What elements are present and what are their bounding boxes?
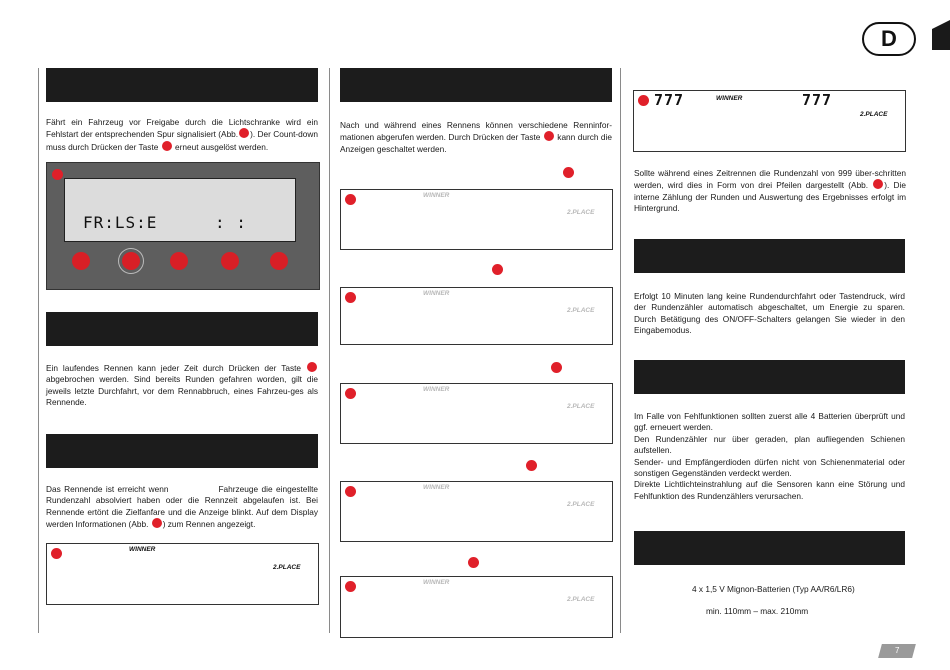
col2-right-rule xyxy=(620,68,621,633)
place-label: 2.PLACE xyxy=(567,596,595,603)
info-display-3 xyxy=(340,383,613,444)
figure-marker xyxy=(345,292,356,303)
arrow-indicators-left: 777 xyxy=(654,91,685,109)
device-button-2-active[interactable] xyxy=(122,252,140,270)
figure-ref-dot xyxy=(239,128,249,138)
info-display-5 xyxy=(340,576,613,638)
figure-marker xyxy=(638,95,649,106)
step-marker-3 xyxy=(551,362,562,373)
place-label: 2.PLACE xyxy=(567,307,595,314)
winner-label: WINNER xyxy=(423,290,450,297)
place-label: 2.PLACE xyxy=(567,501,595,508)
key-dot xyxy=(162,141,172,151)
winner-label: WINNER xyxy=(423,579,450,586)
figure-marker xyxy=(345,194,356,205)
step-marker-1 xyxy=(563,167,574,178)
winner-label: WINNER xyxy=(716,95,743,102)
info-display-2 xyxy=(340,287,613,345)
col1-paragraph-3: Das Rennende ist erreicht wenn Fahrzeuge die eingestellte Rundenzahl absolviert haben oder die Rennzeit abgelaufen ist. Bei Rennende ertönt die Zielfanfare und die Anzeige blinkt. Auf dem Display werden Informationen (Abb. ) zum Rennen angezeigt. xyxy=(46,484,318,530)
trouble-line-2: Den Rundenzähler nur über geraden, plan aufliegenden Schienen aufstellen. xyxy=(634,433,905,456)
lcd-screen xyxy=(64,178,296,242)
device-button-1[interactable] xyxy=(72,252,90,270)
lap-counter-display xyxy=(46,162,320,290)
arrow-indicators-right: 777 xyxy=(802,91,833,109)
winner-label: WINNER xyxy=(423,192,450,199)
section-bar-3 xyxy=(46,434,318,468)
figure-ref-dot xyxy=(873,179,883,189)
section-bar-7 xyxy=(634,531,905,565)
page-number: 7 xyxy=(878,644,916,658)
device-button-3[interactable] xyxy=(170,252,188,270)
col1-right-rule xyxy=(329,68,330,633)
info-display-1 xyxy=(340,189,613,250)
col1-paragraph-2: Ein laufendes Rennen kann jeder Zeit durch Drücken der Taste abgebrochen werden. Sind bereits Runden gefahren worden, gilt die jeweils letzte Durchfahrt, vor dem Rennabbruch, eines Fahrzeu-ges als Rennende. xyxy=(46,363,318,408)
col2-paragraph-1: Nach und während eines Rennens können verschiedene Renninfor-mationen abgerufen werden. Durch Drücken der Taste kann durch die Anzeigen geschaltet werden. xyxy=(340,120,613,154)
col3-troubleshooting xyxy=(634,411,905,502)
corner-tab xyxy=(932,20,950,50)
step-marker-2 xyxy=(492,264,503,275)
display-colons: : : xyxy=(215,213,247,232)
overflow-display xyxy=(633,90,906,152)
key-dot xyxy=(307,362,317,372)
display-text: FR:LS:E xyxy=(83,213,158,232)
place-label: 2.PLACE xyxy=(567,209,595,216)
section-bar-2 xyxy=(46,312,318,346)
place-label: 2.PLACE xyxy=(567,403,595,410)
figure-marker xyxy=(345,486,356,497)
section-bar-6 xyxy=(634,360,905,394)
section-bar-1 xyxy=(46,68,318,102)
step-marker-4 xyxy=(526,460,537,471)
figure-marker xyxy=(52,169,63,180)
col1-left-rule xyxy=(38,68,39,633)
trouble-line-1: Im Falle von Fehlfunktionen sollten zuerst alle 4 Batterien überprüft und ggf. erneuert werden. xyxy=(634,411,905,433)
winner-label: WINNER xyxy=(129,546,156,553)
track-spec: min. 110mm – max. 210mm xyxy=(706,606,809,616)
result-display xyxy=(46,543,319,605)
info-display-4 xyxy=(340,481,613,542)
figure-marker xyxy=(345,581,356,592)
trouble-line-4: Direkte Lichtlichteinstrahlung auf die Sensoren kann eine Störung und Fehlfunktion des Rundenzählers verursachen. xyxy=(634,479,905,501)
section-bar-4 xyxy=(340,68,612,102)
step-marker-5 xyxy=(468,557,479,568)
figure-marker xyxy=(345,388,356,399)
col3-paragraph-1: Sollte während eines Zeitrennen die Rundenzahl von 999 über-schritten werden, wird dies in Form von drei Pfeilen dargestellt (Abb. ). Die interne Zählung der Runden und Auswertung des Ergebnisses erfolgt im Hintergrund. xyxy=(634,168,906,214)
place-label: 2.PLACE xyxy=(273,564,301,571)
battery-spec: 4 x 1,5 V Mignon-Batterien (Typ AA/R6/LR6) xyxy=(692,584,855,594)
figure-marker xyxy=(51,548,62,559)
figure-ref-dot xyxy=(152,518,162,528)
key-dot xyxy=(544,131,554,141)
col1-paragraph-1: Fährt ein Fahrzeug vor Freigabe durch die Lichtschranke wird ein Fehlstart der entsprechenden Spur signalisiert (Abb. ). Der Count-down muss durch Drücken der Taste erneut ausgelöst werden. xyxy=(46,117,318,152)
winner-label: WINNER xyxy=(423,484,450,491)
section-bar-5 xyxy=(634,239,905,273)
winner-label: WINNER xyxy=(423,386,450,393)
device-button-5[interactable] xyxy=(270,252,288,270)
language-badge: D xyxy=(862,22,916,56)
trouble-line-3: Sender- und Empfängerdioden dürfen nicht von Schienenmaterial oder sonstigen Gegenständen verdeckt werden. xyxy=(634,456,905,479)
device-button-4[interactable] xyxy=(221,252,239,270)
place-label: 2.PLACE xyxy=(860,111,888,118)
col3-paragraph-2: Erfolgt 10 Minuten lang keine Rundendurchfahrt oder Tastendruck, wird der Rundenzähler automatisch abgeschaltet, um Energie zu sparen. Durch Betätigung des ON/OFF-Schalters gelangen Sie wieder in den Eingabemodus. xyxy=(634,291,905,336)
